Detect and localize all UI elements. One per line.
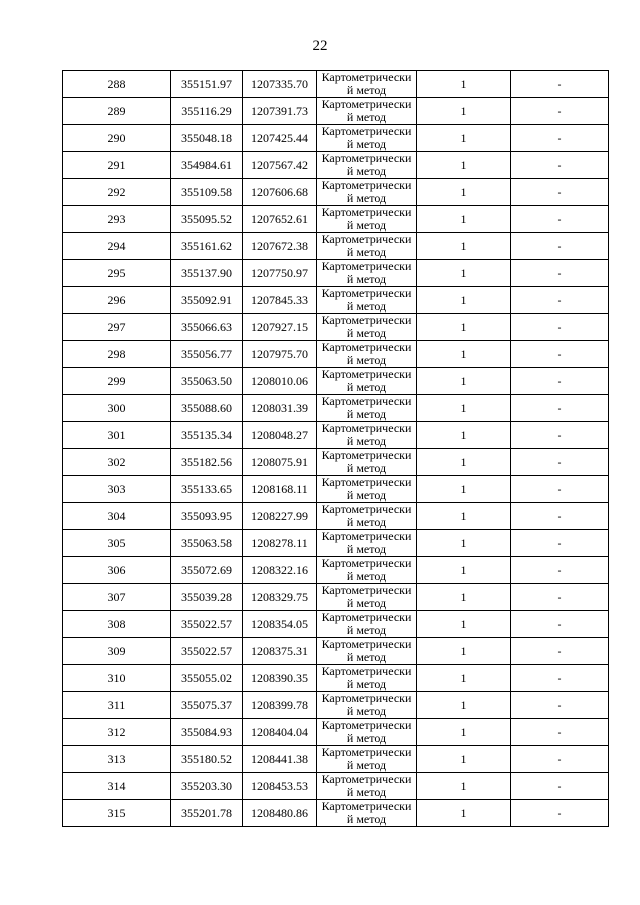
method-cell — [317, 206, 417, 233]
y-coordinate-cell: 1208322.16 — [243, 557, 317, 584]
note-cell: - — [511, 746, 609, 773]
method-text-line: й метод — [346, 218, 387, 232]
method-text-line: й метод — [346, 353, 387, 367]
accuracy-cell: 1 — [417, 395, 511, 422]
note-cell: - — [511, 611, 609, 638]
method-text-line: Картометрически — [321, 151, 412, 165]
method-cell — [317, 503, 417, 530]
method-cell — [317, 692, 417, 719]
table-row — [63, 611, 609, 638]
y-coordinate-cell: 1208075.91 — [243, 449, 317, 476]
method-text-line: Картометрически — [321, 232, 412, 246]
accuracy-cell: 1 — [417, 503, 511, 530]
method-cell — [317, 287, 417, 314]
table-row — [63, 503, 609, 530]
note-cell: - — [511, 395, 609, 422]
accuracy-cell: 1 — [417, 125, 511, 152]
method-text-line: й метод — [346, 569, 387, 583]
point-number-cell: 305 — [63, 530, 171, 557]
table-row — [63, 368, 609, 395]
note-cell: - — [511, 557, 609, 584]
method-cell — [317, 800, 417, 827]
x-coordinate-cell: 355084.93 — [171, 719, 243, 746]
note-cell: - — [511, 314, 609, 341]
table-row — [63, 800, 609, 827]
method-text-line: Картометрически — [321, 637, 412, 651]
method-text-line: Картометрически — [321, 475, 412, 489]
y-coordinate-cell: 1207845.33 — [243, 287, 317, 314]
method-text-line: й метод — [346, 380, 387, 394]
method-cell — [317, 746, 417, 773]
point-number-cell: 293 — [63, 206, 171, 233]
method-text-line: й метод — [346, 326, 387, 340]
y-coordinate-cell: 1207391.73 — [243, 98, 317, 125]
y-coordinate-cell: 1208404.04 — [243, 719, 317, 746]
x-coordinate-cell: 355048.18 — [171, 125, 243, 152]
note-cell: - — [511, 179, 609, 206]
note-cell: - — [511, 800, 609, 827]
method-cell — [317, 125, 417, 152]
y-coordinate-cell: 1207652.61 — [243, 206, 317, 233]
y-coordinate-cell: 1207975.70 — [243, 341, 317, 368]
method-text-line: й метод — [346, 488, 387, 502]
point-number-cell: 301 — [63, 422, 171, 449]
method-text-line: й метод — [346, 407, 387, 421]
table-row — [63, 449, 609, 476]
note-cell: - — [511, 503, 609, 530]
x-coordinate-cell: 355075.37 — [171, 692, 243, 719]
y-coordinate-cell: 1207927.15 — [243, 314, 317, 341]
y-coordinate-cell: 1208048.27 — [243, 422, 317, 449]
coordinates-table — [62, 70, 609, 827]
accuracy-cell: 1 — [417, 530, 511, 557]
x-coordinate-cell: 355135.34 — [171, 422, 243, 449]
note-cell: - — [511, 152, 609, 179]
point-number-cell: 310 — [63, 665, 171, 692]
note-cell: - — [511, 206, 609, 233]
method-cell — [317, 368, 417, 395]
table-row — [63, 665, 609, 692]
method-text-line: й метод — [346, 272, 387, 286]
note-cell: - — [511, 638, 609, 665]
method-text-line: й метод — [346, 245, 387, 259]
note-cell: - — [511, 773, 609, 800]
method-text-line: й метод — [346, 137, 387, 151]
method-text-line: Картометрически — [321, 799, 412, 813]
x-coordinate-cell: 355180.52 — [171, 746, 243, 773]
note-cell: - — [511, 476, 609, 503]
x-coordinate-cell: 355056.77 — [171, 341, 243, 368]
method-text-line: й метод — [346, 191, 387, 205]
point-number-cell: 300 — [63, 395, 171, 422]
method-text-line: й метод — [346, 110, 387, 124]
method-text-line: Картометрически — [321, 178, 412, 192]
accuracy-cell: 1 — [417, 341, 511, 368]
method-cell — [317, 71, 417, 98]
x-coordinate-cell: 355066.63 — [171, 314, 243, 341]
method-cell — [317, 233, 417, 260]
y-coordinate-cell: 1207606.68 — [243, 179, 317, 206]
note-cell: - — [511, 71, 609, 98]
x-coordinate-cell: 355116.29 — [171, 98, 243, 125]
note-cell: - — [511, 368, 609, 395]
note-cell: - — [511, 449, 609, 476]
point-number-cell: 297 — [63, 314, 171, 341]
method-text-line: Картометрически — [321, 70, 412, 84]
method-cell — [317, 719, 417, 746]
x-coordinate-cell: 355151.97 — [171, 71, 243, 98]
method-cell — [317, 611, 417, 638]
accuracy-cell: 1 — [417, 584, 511, 611]
method-cell — [317, 260, 417, 287]
table-row — [63, 71, 609, 98]
x-coordinate-cell: 355088.60 — [171, 395, 243, 422]
note-cell: - — [511, 98, 609, 125]
accuracy-cell: 1 — [417, 719, 511, 746]
accuracy-cell: 1 — [417, 692, 511, 719]
method-text-line: Картометрически — [321, 205, 412, 219]
y-coordinate-cell: 1208031.39 — [243, 395, 317, 422]
accuracy-cell: 1 — [417, 71, 511, 98]
table-row — [63, 692, 609, 719]
method-cell — [317, 395, 417, 422]
note-cell: - — [511, 233, 609, 260]
point-number-cell: 298 — [63, 341, 171, 368]
method-text-line: й метод — [346, 812, 387, 826]
point-number-cell: 311 — [63, 692, 171, 719]
x-coordinate-cell: 355039.28 — [171, 584, 243, 611]
accuracy-cell: 1 — [417, 98, 511, 125]
method-cell — [317, 530, 417, 557]
table-row — [63, 152, 609, 179]
method-text-line: Картометрически — [321, 556, 412, 570]
table-row — [63, 584, 609, 611]
method-cell — [317, 98, 417, 125]
point-number-cell: 289 — [63, 98, 171, 125]
y-coordinate-cell: 1208390.35 — [243, 665, 317, 692]
point-number-cell: 299 — [63, 368, 171, 395]
x-coordinate-cell: 355022.57 — [171, 611, 243, 638]
x-coordinate-cell: 355203.30 — [171, 773, 243, 800]
method-cell — [317, 449, 417, 476]
method-cell — [317, 665, 417, 692]
note-cell: - — [511, 692, 609, 719]
table-row — [63, 314, 609, 341]
method-text-line: Картометрически — [321, 286, 412, 300]
accuracy-cell: 1 — [417, 314, 511, 341]
point-number-cell: 307 — [63, 584, 171, 611]
method-text-line: й метод — [346, 650, 387, 664]
accuracy-cell: 1 — [417, 557, 511, 584]
note-cell: - — [511, 422, 609, 449]
method-text-line: Картометрически — [321, 772, 412, 786]
table-row — [63, 287, 609, 314]
y-coordinate-cell: 1207425.44 — [243, 125, 317, 152]
accuracy-cell: 1 — [417, 179, 511, 206]
method-text-line: Картометрически — [321, 502, 412, 516]
table-row — [63, 476, 609, 503]
table-row — [63, 98, 609, 125]
table-row — [63, 746, 609, 773]
method-text-line: Картометрически — [321, 124, 412, 138]
method-text-line: й метод — [346, 83, 387, 97]
x-coordinate-cell: 355137.90 — [171, 260, 243, 287]
method-text-line: й метод — [346, 677, 387, 691]
method-text-line: й метод — [346, 623, 387, 637]
accuracy-cell: 1 — [417, 449, 511, 476]
method-text-line: й метод — [346, 542, 387, 556]
method-cell — [317, 422, 417, 449]
method-text-line: й метод — [346, 758, 387, 772]
table-row — [63, 179, 609, 206]
point-number-cell: 308 — [63, 611, 171, 638]
method-text-line: Картометрически — [321, 313, 412, 327]
method-cell — [317, 773, 417, 800]
accuracy-cell: 1 — [417, 152, 511, 179]
accuracy-cell: 1 — [417, 611, 511, 638]
method-text-line: Картометрически — [321, 691, 412, 705]
note-cell: - — [511, 125, 609, 152]
note-cell: - — [511, 341, 609, 368]
table-row — [63, 422, 609, 449]
accuracy-cell: 1 — [417, 422, 511, 449]
x-coordinate-cell: 355201.78 — [171, 800, 243, 827]
x-coordinate-cell: 355072.69 — [171, 557, 243, 584]
accuracy-cell: 1 — [417, 773, 511, 800]
x-coordinate-cell: 355161.62 — [171, 233, 243, 260]
accuracy-cell: 1 — [417, 287, 511, 314]
method-text-line: Картометрически — [321, 529, 412, 543]
x-coordinate-cell: 355133.65 — [171, 476, 243, 503]
method-text-line: Картометрически — [321, 448, 412, 462]
point-number-cell: 312 — [63, 719, 171, 746]
point-number-cell: 295 — [63, 260, 171, 287]
note-cell: - — [511, 530, 609, 557]
table-row — [63, 557, 609, 584]
point-number-cell: 315 — [63, 800, 171, 827]
point-number-cell: 314 — [63, 773, 171, 800]
accuracy-cell: 1 — [417, 476, 511, 503]
x-coordinate-cell: 355055.02 — [171, 665, 243, 692]
y-coordinate-cell: 1207335.70 — [243, 71, 317, 98]
method-text-line: Картометрически — [321, 745, 412, 759]
method-text-line: й метод — [346, 164, 387, 178]
method-text-line: й метод — [346, 731, 387, 745]
method-text-line: Картометрически — [321, 367, 412, 381]
point-number-cell: 291 — [63, 152, 171, 179]
y-coordinate-cell: 1208354.05 — [243, 611, 317, 638]
x-coordinate-cell: 355109.58 — [171, 179, 243, 206]
y-coordinate-cell: 1207567.42 — [243, 152, 317, 179]
accuracy-cell: 1 — [417, 368, 511, 395]
y-coordinate-cell: 1208453.53 — [243, 773, 317, 800]
y-coordinate-cell: 1208168.11 — [243, 476, 317, 503]
note-cell: - — [511, 287, 609, 314]
note-cell: - — [511, 584, 609, 611]
method-cell — [317, 341, 417, 368]
method-cell — [317, 152, 417, 179]
table-row — [63, 719, 609, 746]
table-row — [63, 395, 609, 422]
accuracy-cell: 1 — [417, 206, 511, 233]
method-cell — [317, 584, 417, 611]
method-text-line: й метод — [346, 785, 387, 799]
method-text-line: Картометрически — [321, 394, 412, 408]
x-coordinate-cell: 355093.95 — [171, 503, 243, 530]
method-text-line: й метод — [346, 299, 387, 313]
accuracy-cell: 1 — [417, 260, 511, 287]
y-coordinate-cell: 1208278.11 — [243, 530, 317, 557]
note-cell: - — [511, 665, 609, 692]
x-coordinate-cell: 355182.56 — [171, 449, 243, 476]
method-cell — [317, 638, 417, 665]
table-row — [63, 530, 609, 557]
point-number-cell: 288 — [63, 71, 171, 98]
method-text-line: Картометрически — [321, 97, 412, 111]
accuracy-cell: 1 — [417, 665, 511, 692]
method-text-line: Картометрически — [321, 718, 412, 732]
method-text-line: й метод — [346, 434, 387, 448]
table-row — [63, 206, 609, 233]
method-cell — [317, 314, 417, 341]
x-coordinate-cell: 354984.61 — [171, 152, 243, 179]
y-coordinate-cell: 1207672.38 — [243, 233, 317, 260]
point-number-cell: 313 — [63, 746, 171, 773]
method-text-line: Картометрически — [321, 610, 412, 624]
note-cell: - — [511, 719, 609, 746]
x-coordinate-cell: 355063.58 — [171, 530, 243, 557]
accuracy-cell: 1 — [417, 800, 511, 827]
table-row — [63, 773, 609, 800]
method-text-line: й метод — [346, 704, 387, 718]
method-cell — [317, 476, 417, 503]
x-coordinate-cell: 355022.57 — [171, 638, 243, 665]
y-coordinate-cell: 1208329.75 — [243, 584, 317, 611]
table-body — [63, 71, 609, 827]
method-cell — [317, 557, 417, 584]
note-cell: - — [511, 260, 609, 287]
method-text-line: Картометрически — [321, 259, 412, 273]
y-coordinate-cell: 1208375.31 — [243, 638, 317, 665]
point-number-cell: 309 — [63, 638, 171, 665]
y-coordinate-cell: 1208010.06 — [243, 368, 317, 395]
y-coordinate-cell: 1208480.86 — [243, 800, 317, 827]
page-number: 22 — [312, 38, 328, 54]
x-coordinate-cell: 355092.91 — [171, 287, 243, 314]
point-number-cell: 296 — [63, 287, 171, 314]
y-coordinate-cell: 1207750.97 — [243, 260, 317, 287]
point-number-cell: 306 — [63, 557, 171, 584]
method-text-line: й метод — [346, 596, 387, 610]
y-coordinate-cell: 1208441.38 — [243, 746, 317, 773]
accuracy-cell: 1 — [417, 746, 511, 773]
method-text-line: Картометрически — [321, 340, 412, 354]
x-coordinate-cell: 355095.52 — [171, 206, 243, 233]
y-coordinate-cell: 1208227.99 — [243, 503, 317, 530]
point-number-cell: 303 — [63, 476, 171, 503]
accuracy-cell: 1 — [417, 638, 511, 665]
table-row — [63, 260, 609, 287]
point-number-cell: 292 — [63, 179, 171, 206]
method-text-line: й метод — [346, 515, 387, 529]
x-coordinate-cell: 355063.50 — [171, 368, 243, 395]
table-row — [63, 341, 609, 368]
point-number-cell: 304 — [63, 503, 171, 530]
point-number-cell: 290 — [63, 125, 171, 152]
method-text-line: Картометрически — [321, 583, 412, 597]
table-row — [63, 125, 609, 152]
point-number-cell: 294 — [63, 233, 171, 260]
table-row — [63, 233, 609, 260]
accuracy-cell: 1 — [417, 233, 511, 260]
method-text-line: й метод — [346, 461, 387, 475]
table-row — [63, 638, 609, 665]
method-text-line: Картометрически — [321, 664, 412, 678]
method-cell — [317, 179, 417, 206]
method-text-line: Картометрически — [321, 421, 412, 435]
y-coordinate-cell: 1208399.78 — [243, 692, 317, 719]
point-number-cell: 302 — [63, 449, 171, 476]
